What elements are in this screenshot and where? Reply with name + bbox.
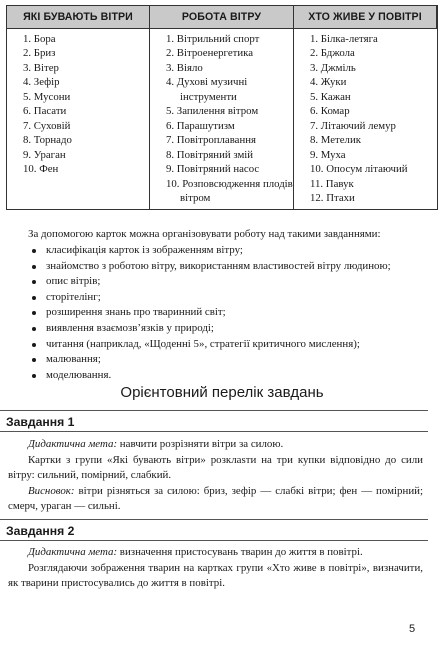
table-cell: 10. Опосум літаючий (310, 163, 408, 176)
table-column-air-life (294, 29, 437, 209)
table-cell: 4. Духові музичні інструменти (166, 76, 248, 103)
task1-body (8, 437, 423, 515)
table-header-wind-work: РОБОТА ВІТРУ (150, 6, 294, 29)
divider (0, 431, 428, 432)
table-cell: 4. Зефір (23, 76, 60, 89)
table-cell: 4. Жуки (310, 76, 347, 89)
table-cell: 9. Ураган (23, 148, 66, 161)
list-item: виявлення взаємозв’язків у природі; (28, 321, 391, 337)
table-header-winds: ЯКІ БУВАЮТЬ ВІТРИ (7, 6, 150, 29)
intro-text: За допомогою карток можна організовувати роботу над такими завданнями: (28, 228, 381, 240)
list-item: знайомство з роботою вітру, використанням властивостей вітру людиною; (28, 259, 391, 275)
list-item: сторітелінг; (28, 290, 391, 306)
table-cell: 3. Джміль (310, 61, 356, 74)
task1-conclusion-label: Висновок: (28, 484, 75, 497)
list-item: малювання; (28, 352, 391, 368)
task1-title: Завдання 1 (6, 415, 75, 429)
table-cell: 8. Торнадо (23, 134, 72, 147)
list-item: читання (наприклад, «Щоденні 5», стратегії критичного мислення); (28, 337, 391, 353)
table-cell: 6. Комар (310, 105, 350, 118)
table-cell: 3. Віяло (166, 61, 203, 74)
task2-goal (8, 545, 423, 561)
task1-conclusion-text: вітри різняться за силою: бриз, зефір — слабкі вітри; фен — помірний; смерч, ураган — сильні. (8, 484, 423, 513)
page-number: 5 (409, 623, 416, 635)
task1-goal-label: Дидактична мета: (28, 438, 118, 450)
table-cell: 1. Бора (23, 33, 56, 45)
task1-text: Картки з групи «Які бувають вітри» розклasти на три купки відповідно до сили вітру: сильний, помірний, слабкий. (8, 453, 423, 482)
table-cell: 3. Вітер (23, 61, 59, 74)
list-item: моделювання. (28, 368, 391, 384)
task2-text: Розглядаючи зображення тварин на картках групи «Хто живе в повітрі», визначити, як тварини пристосувались до життя в повітрі. (8, 561, 423, 590)
table-cell: 6. Пасати (23, 105, 67, 118)
table-cell: 9. Повітряний насос (166, 163, 260, 176)
list-item: розширення знань про тваринний світ; (28, 305, 391, 321)
task2-body (8, 545, 423, 592)
table-cell: 2. Бджола (310, 47, 355, 60)
table-cell: 7. Повітроплавання (166, 134, 256, 147)
task1-goal-text: навчити розрізняти вітри за силою. (117, 438, 284, 450)
table-column-wind-work (150, 29, 294, 209)
table-cell: 1. Білка-летяга (310, 33, 378, 45)
table-cell: 5. Мусони (23, 90, 71, 103)
table-column-winds (7, 29, 150, 209)
table-cell: 6. Парашутизм (166, 119, 235, 132)
table-cell: 8. Повітряний змій (166, 148, 254, 161)
table-cell: 2. Бриз (23, 47, 56, 60)
table-cell: 5. Кажан (310, 90, 351, 103)
divider (0, 519, 428, 520)
info-table (6, 5, 438, 210)
table-cell: 5. Запилення вітром (166, 105, 259, 118)
divider (0, 540, 428, 541)
table-cell: 8. Метелик (310, 134, 361, 147)
divider (0, 410, 428, 411)
table-cell: 7. Суховій (23, 119, 71, 132)
table-cell: 1. Вітрильний спорт (166, 33, 260, 45)
task2-goal-text: визначення пристосувань тварин до життя в повітрі. (117, 546, 363, 558)
list-item: класифікація карток із зображенням вітру; (28, 243, 391, 259)
table-cell: 12. Птахи (310, 191, 355, 204)
table-cell: 10. Фен (23, 163, 59, 176)
task-types-list (28, 243, 391, 383)
table-cell: 9. Муха (310, 148, 346, 161)
task2-title: Завдання 2 (6, 524, 75, 538)
table-cell: 2. Вітроенергетика (166, 47, 253, 60)
list-item: опис вітрів; (28, 274, 391, 290)
table-cell: 7. Літаючий лемур (310, 119, 396, 132)
task1-goal (8, 437, 423, 453)
section-title: Орієнтовний перелік завдань (120, 384, 324, 401)
task1-conclusion (8, 484, 423, 515)
table-header-air-life: ХТО ЖИВЕ У ПОВІТРІ (294, 6, 437, 29)
table-cell: 11. Павук (310, 177, 354, 190)
table-cell: 10. Розповсюдження плодів вітром (166, 177, 293, 204)
task2-goal-label: Дидактична мета: (28, 546, 118, 558)
